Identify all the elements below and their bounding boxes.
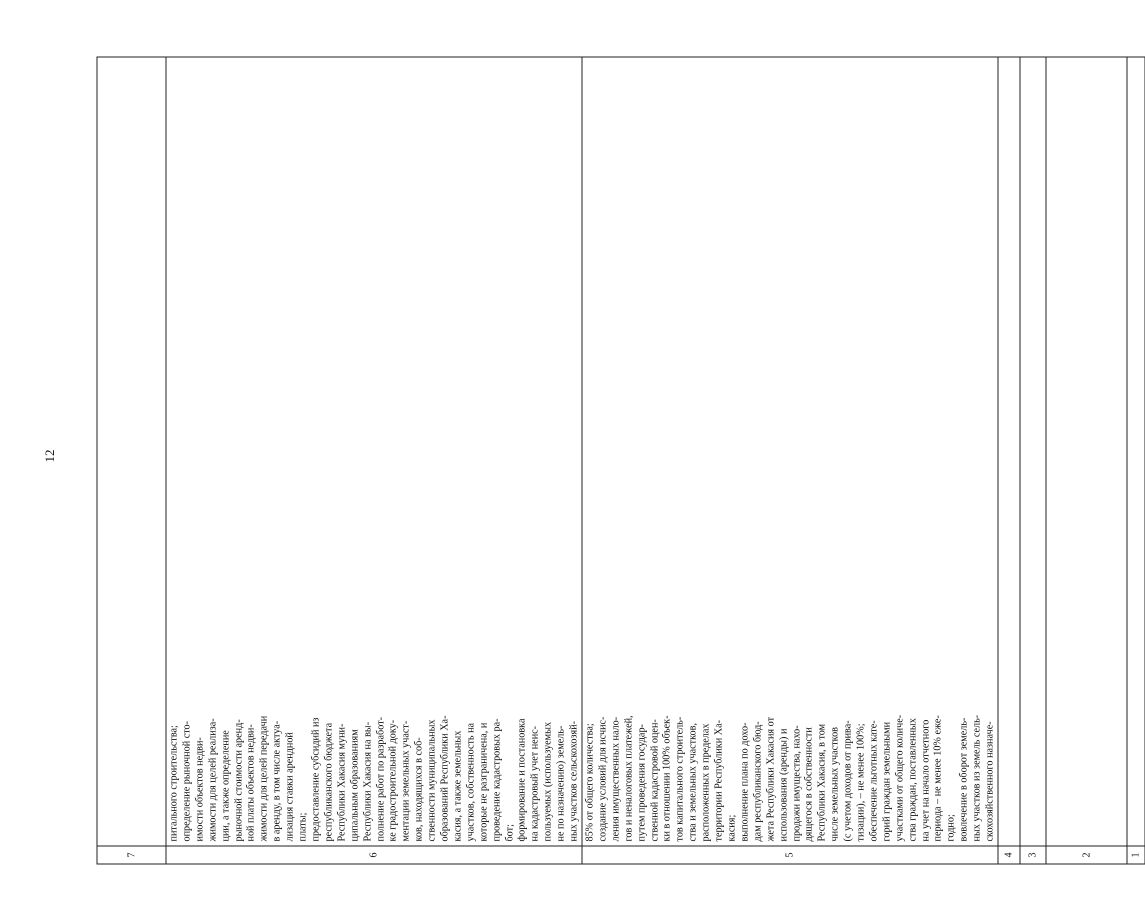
table-column-2 — [1046, 57, 1127, 864]
text-line: полнение работ по разработ- — [374, 716, 386, 841]
text-line: 85% от общего количества; — [584, 722, 595, 841]
text-line: скохозяйственного назначе- — [984, 720, 996, 841]
text-line: создание условий для исчис- — [596, 716, 608, 841]
text-line: которые не разграничена, и — [477, 722, 489, 841]
column-2-header: 2 — [1046, 846, 1127, 864]
table-column-3 — [1020, 57, 1046, 864]
column-3-cell — [1020, 57, 1046, 846]
column-3-header: 3 — [1020, 846, 1046, 864]
text-line: дам республиканского бюд- — [751, 720, 763, 841]
text-line: на учет на начало отчетного — [919, 719, 931, 841]
text-line: Республики Хакасия, в том — [816, 723, 828, 841]
column-6-header: 6 — [166, 846, 582, 864]
text-line: ке градостроительной доку- — [387, 719, 399, 841]
text-line: определение рыночной сто- — [180, 720, 192, 841]
column-7-header: 7 — [97, 846, 166, 864]
text-line: горий граждан земельными — [880, 721, 892, 841]
text-line: ции, а также определение — [219, 729, 231, 841]
text-line: путем проведения государ- — [635, 723, 647, 841]
text-line: (с учетом доходов от прива- — [842, 719, 854, 841]
text-line: продажи имущества, нахо- — [790, 724, 802, 841]
column-5-header: 5 — [582, 846, 998, 864]
column-4-header: 4 — [998, 846, 1020, 864]
text-line: ментации земельных участ- — [400, 720, 412, 841]
column-5-text — [582, 57, 997, 845]
column-6-text — [166, 57, 581, 845]
text-line: жимости для целей передачи — [258, 715, 270, 841]
text-line: образований Республики Ха- — [439, 715, 451, 841]
text-line: использования (аренды) и — [777, 728, 789, 841]
column-2-cell — [1046, 57, 1127, 846]
text-line: ственной кадастровой оцен- — [648, 718, 660, 841]
text-line: территории Республики Ха- — [713, 719, 725, 841]
text-line: числе земельных участков — [829, 726, 841, 841]
column-6-cell — [166, 57, 582, 846]
text-line: питального строительства; — [168, 724, 179, 841]
text-line: участками от общего количе- — [893, 714, 905, 841]
text-line: республиканского бюджета — [322, 722, 334, 841]
text-line: дящегося в собственности — [803, 726, 815, 841]
text-line: тов капитального строитель- — [674, 716, 686, 841]
text-line: имости объектов недви- — [193, 736, 205, 841]
text-line: проведение кадастровых ра- — [490, 717, 502, 841]
column-1-cell — [1127, 57, 1145, 846]
text-line: в аренду, в том числе актуа- — [271, 720, 283, 841]
text-line: ственности муниципальных — [426, 718, 438, 841]
text-line: ципальным образованиям — [348, 728, 360, 841]
rotated-table-container — [96, 57, 1141, 864]
text-line: выполнение плана по дохо- — [738, 722, 750, 841]
text-line: ления имущественных нало- — [609, 716, 621, 841]
text-line: ной платы объектов недви- — [245, 723, 257, 841]
table-column-7 — [97, 57, 166, 864]
text-line: предоставление субсидий из — [309, 717, 321, 841]
text-line: на кадастровый учет неис- — [529, 725, 541, 841]
program-table — [96, 56, 1145, 864]
text-line: ков, находящихся в соб- — [413, 736, 425, 841]
column-5-cell — [582, 57, 998, 846]
text-line: ки в отношении 100% объек- — [661, 714, 673, 841]
text-line: ных участков из земель сель- — [971, 714, 983, 841]
table-column-6 — [166, 57, 582, 864]
text-line: Республики Хакасия муни- — [335, 723, 347, 841]
table-column-4 — [998, 57, 1020, 864]
text-line: жета Республики Хакасия от — [764, 716, 776, 841]
page-number: 12 — [42, 449, 57, 463]
text-line: касия; — [725, 814, 737, 841]
rotated-table — [96, 57, 1141, 864]
text-line: Республики Хакасия на вы- — [361, 721, 373, 841]
text-line: формирование и постановка — [516, 718, 528, 841]
text-line: касия, а также земельных — [451, 730, 463, 841]
text-line: не по назначению) земель- — [555, 725, 567, 841]
column-1-header: 1 — [1127, 846, 1145, 864]
text-line: рыночной стоимости аренд- — [232, 718, 244, 841]
text-line: вовлечение в оборот земель- — [958, 717, 970, 841]
text-line: тизации), – не менее 100%; — [855, 722, 867, 841]
text-line: годно; — [945, 813, 957, 841]
column-7-cell — [97, 57, 166, 846]
text-line: обеспечение льготных кате- — [867, 719, 879, 841]
text-line: ства и земельных участков, — [687, 722, 699, 841]
text-line: ства граждан, поставленных — [906, 717, 918, 841]
column-4-cell — [998, 57, 1020, 846]
table-column-5 — [582, 57, 998, 864]
table-column-1 — [1127, 57, 1145, 864]
text-line: ных участков сельскохозяй- — [568, 720, 580, 841]
text-line: бот; — [503, 823, 515, 841]
text-line: периода – не менее 10% еже- — [932, 714, 944, 841]
text-line: жимости для целей реализа- — [206, 717, 218, 841]
text-line: расположенных в пределах — [700, 723, 712, 841]
text-line: участков, собственность на — [464, 722, 476, 841]
text-line: пользуемых (используемых — [542, 721, 554, 841]
text-line: платы; — [297, 812, 309, 841]
text-line: гов и неналоговых платежей, — [622, 714, 634, 841]
text-line: лизация ставки арендной — [284, 731, 296, 841]
